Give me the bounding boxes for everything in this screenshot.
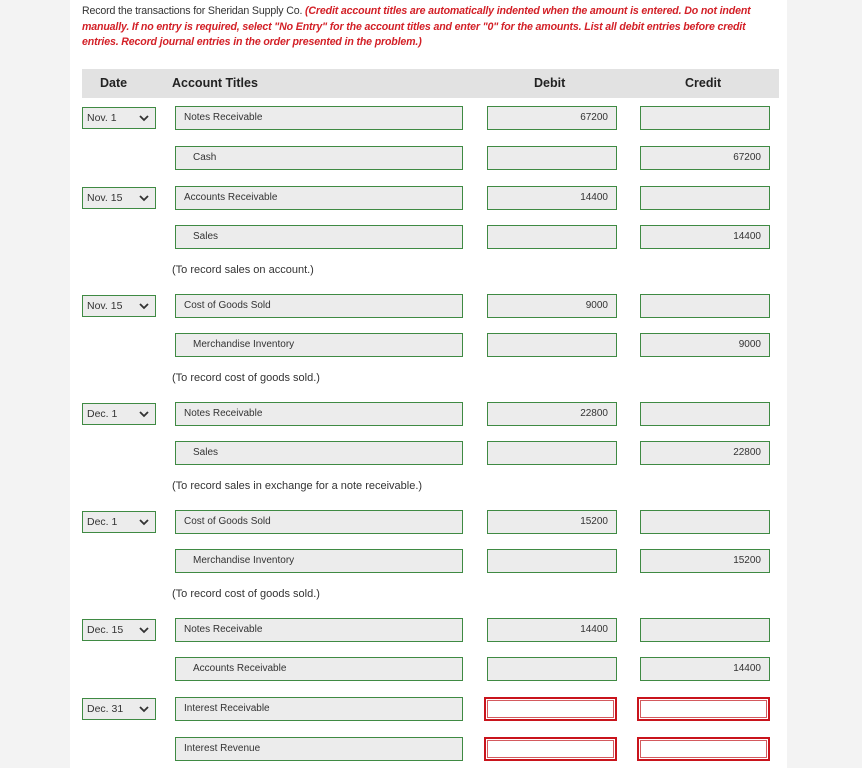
debit-input[interactable]: 15200	[487, 510, 617, 534]
account-title-input[interactable]: Merchandise Inventory	[175, 333, 463, 357]
right-margin-strip	[787, 0, 862, 768]
account-title-input[interactable]: Cost of Goods Sold	[175, 294, 463, 318]
debit-input[interactable]	[487, 441, 617, 465]
instructions	[82, 4, 782, 51]
debit-input[interactable]: 9000	[487, 294, 617, 318]
date-value: Dec. 15	[87, 624, 124, 636]
debit-input-error[interactable]	[484, 737, 617, 761]
entry-memo: (To record sales in exchange for a note receivable.)	[172, 480, 423, 492]
debit-input[interactable]: 14400	[487, 618, 617, 642]
debit-input[interactable]: 22800	[487, 402, 617, 426]
debit-input[interactable]	[487, 333, 617, 357]
chevron-down-icon	[138, 301, 150, 311]
credit-input[interactable]: 14400	[640, 657, 770, 681]
date-value: Nov. 15	[87, 300, 123, 312]
account-title-input[interactable]: Sales	[175, 441, 463, 465]
account-title-input[interactable]: Merchandise Inventory	[175, 549, 463, 573]
date-select[interactable]	[82, 698, 156, 720]
account-title-input[interactable]: Notes Receivable	[175, 106, 463, 130]
chevron-down-icon	[138, 625, 150, 635]
date-select[interactable]	[82, 511, 156, 533]
debit-input[interactable]	[487, 657, 617, 681]
instructions-lead: Record the transactions for Sheridan Supply Co.	[82, 5, 306, 17]
chevron-down-icon	[138, 193, 150, 203]
entry-memo: (To record cost of goods sold.)	[172, 372, 320, 384]
credit-input-error[interactable]	[637, 697, 770, 721]
account-title-input[interactable]: Sales	[175, 225, 463, 249]
account-title-input[interactable]: Interest Receivable	[175, 697, 463, 721]
chevron-down-icon	[138, 704, 150, 714]
date-value: Nov. 15	[87, 192, 123, 204]
account-title-input[interactable]: Cash	[175, 146, 463, 170]
debit-input[interactable]	[487, 146, 617, 170]
credit-input[interactable]: 22800	[640, 441, 770, 465]
date-select[interactable]	[82, 619, 156, 641]
header-account-titles: Account Titles	[172, 76, 258, 90]
account-title-input[interactable]: Cost of Goods Sold	[175, 510, 463, 534]
account-title-input[interactable]: Interest Revenue	[175, 737, 463, 761]
credit-input[interactable]	[640, 618, 770, 642]
credit-input[interactable]: 67200	[640, 146, 770, 170]
credit-input[interactable]	[640, 294, 770, 318]
account-title-input[interactable]: Accounts Receivable	[175, 186, 463, 210]
chevron-down-icon	[138, 409, 150, 419]
date-select[interactable]	[82, 403, 156, 425]
debit-input[interactable]: 67200	[487, 106, 617, 130]
left-margin-strip	[0, 0, 70, 768]
header-debit: Debit	[534, 76, 566, 90]
account-title-input[interactable]: Notes Receivable	[175, 618, 463, 642]
credit-input[interactable]	[640, 402, 770, 426]
credit-input[interactable]	[640, 106, 770, 130]
entry-memo: (To record sales on account.)	[172, 264, 314, 276]
date-value: Dec. 31	[87, 703, 124, 715]
credit-input[interactable]: 9000	[640, 333, 770, 357]
credit-input[interactable]	[640, 510, 770, 534]
chevron-down-icon	[138, 113, 150, 123]
debit-input[interactable]	[487, 225, 617, 249]
credit-input-error[interactable]	[637, 737, 770, 761]
date-select[interactable]	[82, 295, 156, 317]
date-select[interactable]	[82, 107, 156, 129]
credit-input[interactable]: 15200	[640, 549, 770, 573]
debit-input[interactable]	[487, 549, 617, 573]
account-title-input[interactable]: Notes Receivable	[175, 402, 463, 426]
date-value: Dec. 1	[87, 516, 118, 528]
header-credit: Credit	[685, 76, 722, 90]
instructions-note: (Credit account titles are automatically indented when the amount is entered. Do not indent manually. If no entry is required, select "No Entry" for the account titles and enter "0" for the amounts. List all debit entries before credit entries. Record journal entries in the order presented in the problem.)	[82, 5, 751, 48]
entry-memo: (To record cost of goods sold.)	[172, 588, 320, 600]
date-value: Dec. 1	[87, 408, 118, 420]
date-value: Nov. 1	[87, 112, 117, 124]
debit-input[interactable]: 14400	[487, 186, 617, 210]
date-select[interactable]	[82, 187, 156, 209]
credit-input[interactable]: 14400	[640, 225, 770, 249]
account-title-input[interactable]: Accounts Receivable	[175, 657, 463, 681]
header-date: Date	[100, 76, 128, 90]
credit-input[interactable]	[640, 186, 770, 210]
chevron-down-icon	[138, 517, 150, 527]
debit-input-error[interactable]	[484, 697, 617, 721]
